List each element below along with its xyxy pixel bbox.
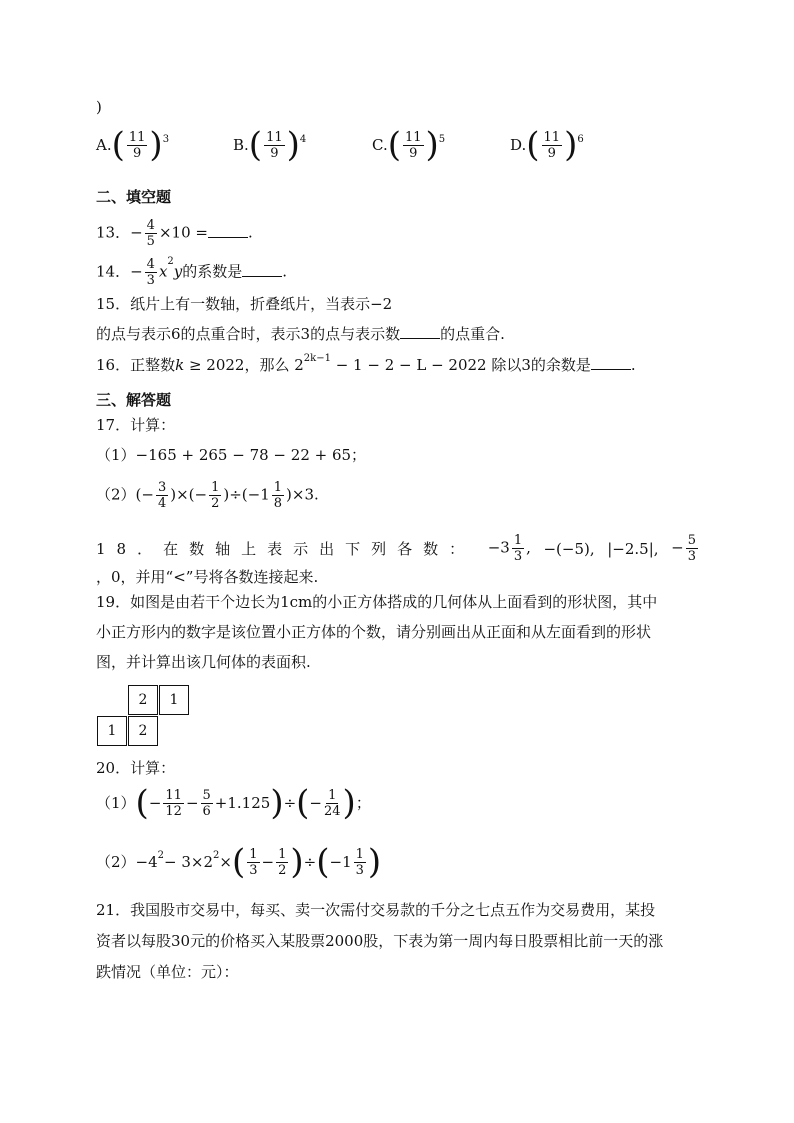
question-17-part1: （1）−165 + 265 − 78 − 22 + 65； (96, 446, 367, 464)
question-19-line2: 小正方形内的数字是该位置小正方体的个数，请分别画出从正面和从左面看到的形状 (96, 623, 652, 641)
grid-cell: 1 (97, 716, 127, 746)
option-a: A. ( $\frac{11}{9}$ ) 3 (96, 125, 170, 165)
question-19-line3: 图，并计算出该几何体的表面积. (96, 653, 311, 671)
question-13: 13．− $\frac{4}{5}$ ×10 = . (96, 218, 253, 249)
option-c: C. ( $\frac{11}{9}$ ) 5 (372, 125, 446, 165)
answer-blank (208, 223, 248, 238)
question-16: 16．正整数k ≥ 2022，那么 $2^{2k-1} - 1 - 2 - L - 2022$ 除以3的余数是 . (96, 353, 636, 374)
grid-cell: 1 (159, 685, 189, 715)
question-21-line1: 21．我国股市交易中，每买、卖一次需付交易款的千分之七点五作为交易费用，某投 (96, 901, 656, 919)
question-20-part2: （2） −4 2 − 3×2 2 × ( $\frac{1}{3}$ − $\frac{1}{2}$ ) ÷ ( −1 $\frac{1}{3}$ ) (96, 842, 382, 882)
answer-blank (400, 324, 440, 339)
question-14: 14．− $\frac{4}{3}$ $x^2y$的系数是 . (96, 256, 288, 288)
question-21-line3: 跌情况（单位：元）： (96, 963, 239, 981)
question-continuation-paren: ) (96, 98, 102, 116)
question-21-line2: 资者以每股30元的价格买入某股票2000股，下表为第一周内每日股票相比前一天的涨 (96, 932, 664, 950)
option-b: B. ( $\frac{11}{9}$ ) 4 (233, 125, 307, 165)
section-fill-blank-heading: 二、填空题 (96, 188, 172, 206)
answer-blank (591, 355, 631, 370)
grid-cell: 2 (128, 685, 158, 715)
question-18-line1: 18．在数轴上表示出下列各数： −3 $\frac{1}{3}$ , −(−5), |−2.5|, − $\frac{5}{3}$ (96, 533, 696, 564)
option-d: D. ( $\frac{11}{9}$ ) 6 (510, 125, 584, 165)
section-answer-heading: 三、解答题 (96, 391, 172, 409)
answer-blank (242, 262, 282, 277)
question-18-line2: ，0，并用“<”号将各数连接起来. (96, 568, 319, 586)
question-17-part2: （2）(− $\frac{3}{4}$ )×(− $\frac{1}{2}$ )÷(−1 $\frac{1}{8}$ )×3. (96, 480, 319, 511)
question-20-title: 20．计算： (96, 759, 176, 777)
question-20-part1: （1） ( − $\frac{11}{12}$ − $\frac{5}{6}$ +1.125 ) ÷ ( − $\frac{1}{24}$ ) ； (96, 783, 371, 823)
grid-cell: 2 (128, 716, 158, 746)
question-15-line2: 的点与表示6的点重合时，表示3的点与表示数 的点重合. (96, 325, 505, 343)
question-17-title: 17．计算： (96, 416, 176, 434)
question-19-line1: 19．如图是由若干个边长为1cm的小正方体搭成的几何体从上面看到的形状图，其中 (96, 593, 658, 611)
question-15-line1: 15．纸片上有一数轴，折叠纸片，当表示−2 (96, 295, 393, 313)
